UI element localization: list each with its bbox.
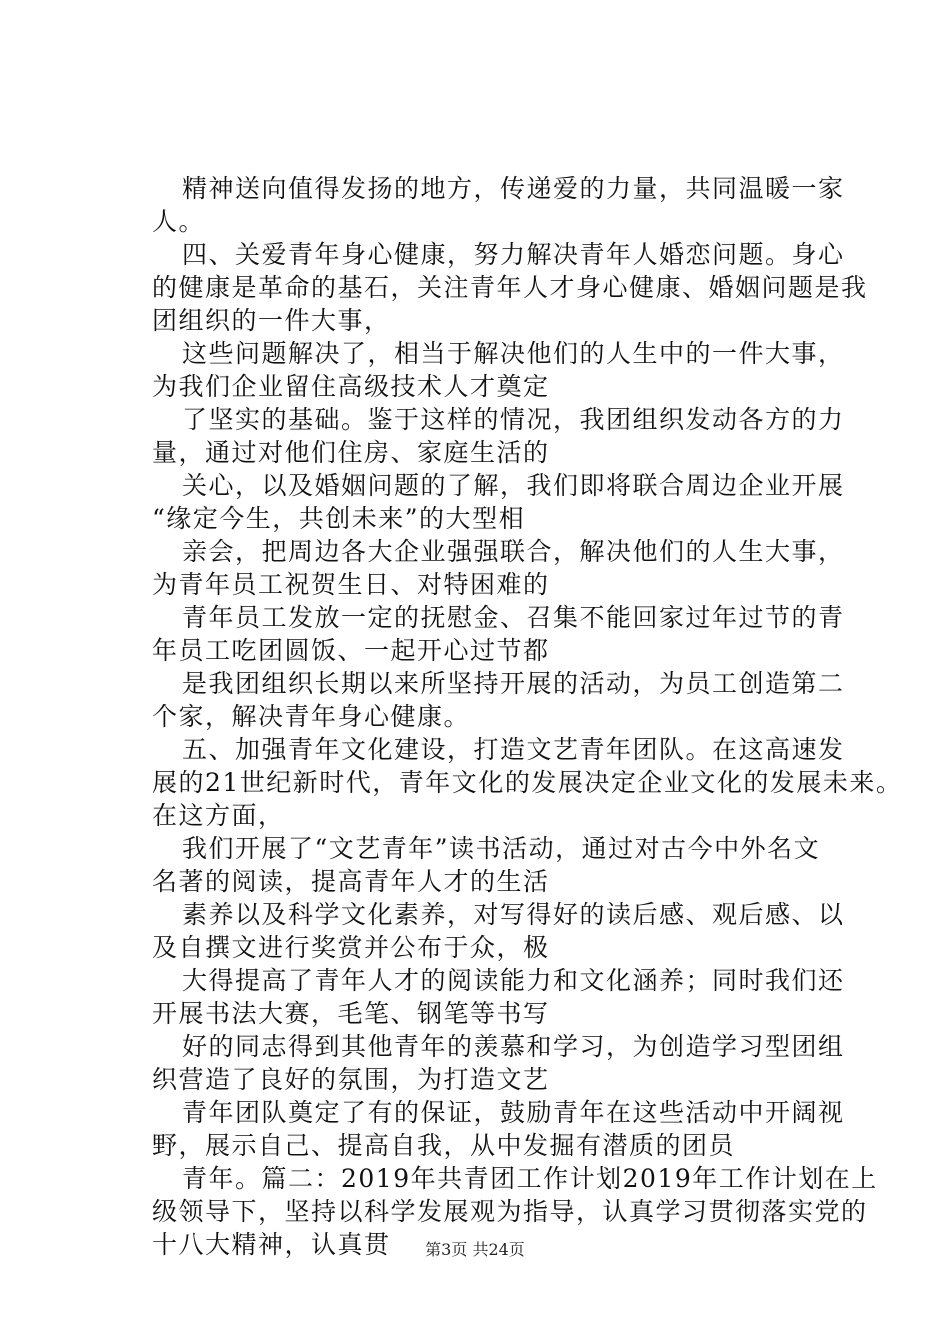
text-line: 我们开展了“文艺青年”读书活动，通过对古今中外名文 [182, 834, 821, 863]
text-line: 在这方面， [152, 801, 285, 830]
text-line: 素养以及科学文化素养，对写得好的读后感、观后感、以 [182, 900, 845, 929]
text-line: 人。 [152, 207, 206, 236]
text-line: 量，通过对他们住房、家庭生活的 [152, 438, 550, 467]
text-line: 四、关爱青年身心健康，努力解决青年人婚恋问题。身心 [182, 240, 845, 269]
text-line: 展的21世纪新时代，青年文化的发展决定企业文化的发展未来。 [152, 768, 903, 797]
text-line: 五、加强青年文化建设，打造文艺青年团队。在这高速发 [182, 735, 845, 764]
text-line: 名著的阅读，提高青年人才的生活 [152, 867, 550, 896]
text-line: 的健康是革命的基石，关注青年人才身心健康、婚姻问题是我 [152, 273, 868, 302]
text-line: 团组织的一件大事， [152, 306, 391, 335]
text-line: 青年员工发放一定的抚慰金、召集不能回家过年过节的青 [182, 603, 845, 632]
text-line: 这些问题解决了，相当于解决他们的人生中的一件大事， [182, 339, 845, 368]
text-line: 年员工吃团圆饭、一起开心过节都 [152, 636, 550, 665]
text-line: 为我们企业留住高级技术人才奠定 [152, 372, 550, 401]
text-line: 野，展示自己、提高自我，从中发掘有潜质的团员 [152, 1131, 736, 1160]
text-line: 青年团队奠定了有的保证，鼓励青年在这些活动中开阔视 [182, 1098, 845, 1127]
text-line: 个家，解决青年身心健康。 [152, 702, 471, 731]
text-line: 好的同志得到其他青年的羡慕和学习，为创造学习型团组 [182, 1032, 845, 1061]
text-line: 织营造了良好的氛围，为打造文艺 [152, 1065, 550, 1094]
text-line: 是我团组织长期以来所坚持开展的活动，为员工创造第二 [182, 669, 845, 698]
text-line: 青年。篇二：2019年共青团工作计划2019年工作计划在上 [182, 1164, 878, 1193]
text-line: 亲会，把周边各大企业强强联合，解决他们的人生大事， [182, 537, 845, 566]
text-line: “缘定今生，共创未来”的大型相 [152, 504, 526, 533]
text-line: 精神送向值得发扬的地方，传递爱的力量，共同温暖一家 [182, 174, 845, 203]
text-line: 级领导下，坚持以科学发展观为指导，认真学习贯彻落实党的 [152, 1197, 868, 1226]
text-line: 大得提高了青年人才的阅读能力和文化涵养；同时我们还 [182, 966, 845, 995]
text-line: 为青年员工祝贺生日、对特困难的 [152, 570, 550, 599]
text-line: 十八大精神，认真贯 [152, 1230, 391, 1259]
page-footer: 第3页 共24页 [425, 1240, 525, 1259]
document-body [152, 172, 903, 1261]
text-line: 开展书法大赛，毛笔、钢笔等书写 [152, 999, 550, 1028]
text-line: 了坚实的基础。鉴于这样的情况，我团组织发动各方的力 [182, 405, 845, 434]
text-line: 关心，以及婚姻问题的了解，我们即将联合周边企业开展 [182, 471, 845, 500]
text-line: 及自撰文进行奖赏并公布于众，极 [152, 933, 550, 962]
